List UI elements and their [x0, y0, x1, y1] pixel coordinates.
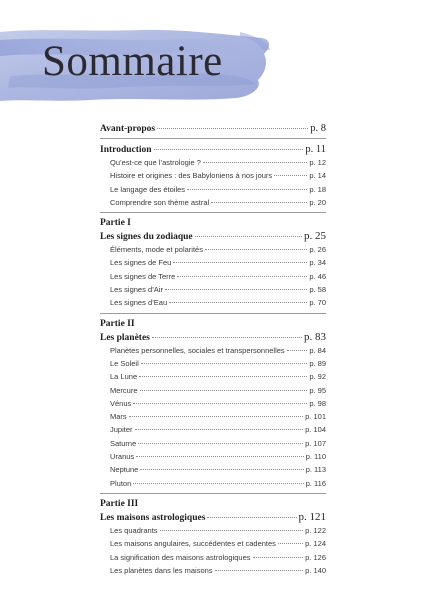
toc-subentry-page: p. 107	[305, 438, 326, 448]
toc-subentry-page: p. 124	[305, 539, 326, 549]
toc-subentry[interactable]	[100, 357, 326, 370]
toc-subentry-label: Saturne	[110, 438, 137, 448]
part-label: Partie I	[100, 218, 131, 229]
dot-leader	[133, 483, 303, 484]
dot-leader	[287, 350, 308, 351]
page-title: Sommaire	[42, 38, 223, 85]
toc-subentry-page: p. 98	[309, 398, 326, 408]
toc-subentry-page: p. 18	[309, 184, 326, 194]
toc-entry-maisons[interactable]	[100, 511, 326, 524]
toc-entry-introduction[interactable]	[100, 143, 326, 156]
toc-subentry-page: p. 95	[309, 385, 326, 395]
table-of-contents	[100, 122, 326, 577]
toc-entry-avant-propos[interactable]	[100, 122, 326, 135]
toc-subentry[interactable]	[100, 296, 326, 309]
toc-subentry[interactable]	[100, 564, 326, 577]
toc-subentry-label: Les signes de Feu	[110, 258, 172, 268]
toc-entry-label: Introduction	[100, 145, 152, 155]
dot-leader	[177, 276, 307, 277]
toc-subentry-label: Mars	[110, 412, 127, 422]
toc-subentry-label: Uranus	[110, 452, 135, 462]
toc-subentry[interactable]	[100, 243, 326, 256]
part-label: Partie II	[100, 318, 135, 329]
dot-leader	[278, 543, 303, 544]
dot-leader	[140, 469, 303, 470]
toc-subentry-page: p. 92	[309, 372, 326, 382]
toc-subentry[interactable]	[100, 169, 326, 182]
toc-subentry-page: p. 12	[309, 158, 326, 167]
toc-subentry-page: p. 70	[309, 298, 326, 308]
toc-subentry-page: p. 122	[305, 525, 326, 535]
toc-entry-page: p. 25	[304, 230, 326, 243]
dot-leader	[140, 390, 308, 391]
toc-subentry[interactable]	[100, 551, 326, 564]
dot-leader	[173, 262, 307, 263]
dot-leader	[129, 416, 303, 417]
toc-subentry-page: p. 34	[309, 258, 326, 268]
dot-leader	[203, 162, 307, 163]
dot-leader	[211, 202, 307, 203]
toc-entry-label: Avant-propos	[100, 124, 156, 134]
toc-subentry[interactable]	[100, 384, 326, 397]
toc-subentry-label: Jupiter	[110, 425, 133, 435]
toc-subentry-label: Le langage des étoiles	[110, 184, 186, 194]
dot-leader	[133, 403, 307, 404]
toc-subentry[interactable]	[100, 423, 326, 436]
dot-leader	[205, 249, 307, 250]
dot-leader	[253, 557, 304, 558]
toc-subentry-page: p. 110	[305, 452, 326, 462]
toc-subentry[interactable]	[100, 437, 326, 450]
dot-leader	[136, 456, 304, 457]
toc-entry-signes-zodiaque[interactable]	[100, 230, 326, 243]
toc-subentry-label: La Lune	[110, 372, 138, 382]
toc-subentry-label: Neptune	[110, 465, 139, 475]
toc-subentry[interactable]	[100, 344, 326, 357]
toc-subentry[interactable]	[100, 283, 326, 296]
toc-subentry-page: p. 101	[305, 412, 326, 422]
section-divider	[100, 313, 326, 314]
dot-leader	[152, 337, 302, 338]
toc-subentry-label: Les quadrants	[110, 525, 158, 535]
toc-subentry[interactable]	[100, 156, 326, 169]
toc-subentry-page: p. 89	[309, 358, 326, 368]
part-label: Partie III	[100, 498, 139, 509]
toc-entry-planetes[interactable]	[100, 331, 326, 344]
toc-subentry-page: p. 126	[305, 552, 326, 562]
dot-leader	[274, 175, 307, 176]
toc-subentry-page: p. 113	[305, 465, 326, 475]
section-divider	[100, 138, 326, 139]
toc-subentry-label: Les signes de Terre	[110, 271, 176, 281]
toc-subentry-label: La signification des maisons astrologiques	[110, 552, 251, 562]
toc-subentry-label: Le Soleil	[110, 358, 139, 368]
toc-entry-page: p. 83	[304, 330, 326, 343]
section-divider	[100, 493, 326, 494]
dot-leader	[141, 363, 308, 364]
toc-subentry[interactable]	[100, 450, 326, 463]
toc-subentry-page: p. 46	[309, 271, 326, 281]
toc-subentry-label: Les planètes dans les maisons	[110, 565, 213, 575]
dot-leader	[169, 302, 307, 303]
section-divider	[100, 212, 326, 213]
toc-subentry[interactable]	[100, 537, 326, 550]
toc-subentry[interactable]	[100, 183, 326, 196]
toc-entry-page: p. 121	[298, 510, 326, 523]
toc-subentry-page: p. 116	[305, 478, 326, 488]
toc-subentry[interactable]	[100, 463, 326, 476]
toc-subentry-label: Qu’est-ce que l’astrologie ?	[110, 158, 201, 167]
dot-leader	[215, 570, 304, 571]
toc-subentry-label: Éléments, mode et polarités	[110, 245, 203, 255]
dot-leader	[207, 517, 296, 518]
toc-subentry[interactable]	[100, 256, 326, 269]
toc-subentry-page: p. 104	[305, 425, 326, 435]
toc-subentry[interactable]	[100, 524, 326, 537]
dot-leader	[139, 376, 307, 377]
toc-subentry-page: p. 84	[309, 345, 326, 355]
toc-subentry-label: Comprendre son thème astral	[110, 197, 210, 207]
toc-subentry[interactable]	[100, 370, 326, 383]
dot-leader	[138, 443, 303, 444]
toc-subentry-label: Les maisons angulaires, succédentes et cadentes	[110, 539, 276, 549]
toc-entry-label: Les planètes	[100, 332, 150, 343]
dot-leader	[154, 149, 304, 150]
dot-leader	[195, 236, 302, 237]
toc-entry-page: p. 8	[310, 123, 326, 134]
toc-subentry-page: p. 20	[309, 197, 326, 207]
dot-leader	[135, 429, 304, 430]
toc-subentry-page: p. 14	[309, 171, 326, 181]
toc-entry-label: Les signes du zodiaque	[100, 232, 193, 243]
toc-subentry-label: Pluton	[110, 478, 132, 488]
toc-subentry-page: p. 26	[309, 245, 326, 255]
toc-subentry[interactable]	[100, 196, 326, 209]
toc-subentry-page: p. 140	[305, 565, 326, 575]
toc-entry-page: p. 11	[305, 144, 326, 155]
toc-subentry-page: p. 58	[309, 285, 326, 295]
toc-subentry-label: Mercure	[110, 385, 138, 395]
toc-subentry-label: Planètes personnelles, sociales et transpersonnelles	[110, 345, 285, 355]
toc-subentry[interactable]	[100, 270, 326, 283]
toc-subentry[interactable]	[100, 410, 326, 423]
toc-subentry-label: Histoire et origines : des Babyloniens à nos jours	[110, 171, 273, 181]
dot-leader	[160, 530, 304, 531]
toc-subentry[interactable]	[100, 477, 326, 490]
dot-leader	[165, 289, 307, 290]
dot-leader	[157, 128, 308, 129]
toc-subentry-label: Vénus	[110, 398, 132, 408]
toc-subentry-label: Les signes d’Eau	[110, 298, 168, 308]
dot-leader	[187, 189, 307, 190]
toc-subentry[interactable]	[100, 397, 326, 410]
toc-entry-label: Les maisons astrologiques	[100, 512, 206, 523]
toc-subentry-label: Les signes d’Air	[110, 285, 163, 295]
